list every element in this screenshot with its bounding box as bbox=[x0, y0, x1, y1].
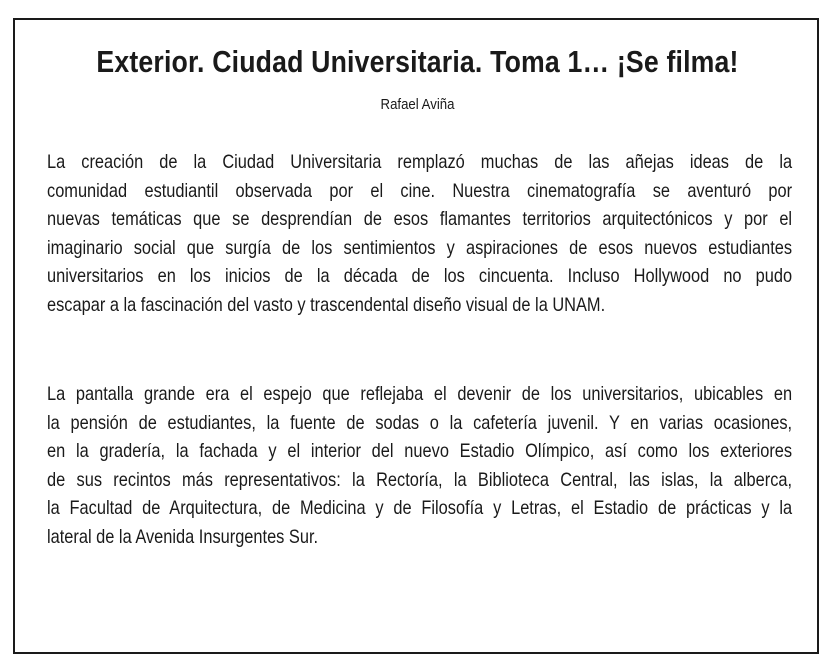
paragraph-line: La pantalla grande era el espejo que reflejaba el devenir de los universitarios, ubicables en bbox=[47, 383, 793, 405]
paragraph-line: la pensión de estudiantes, la fuente de sodas o la cafetería juvenil. Y en varias ocasiones, bbox=[47, 411, 793, 434]
paragraph-2 bbox=[47, 380, 792, 551]
paragraph-line: de sus recintos más representativos: la Rectoría, la Biblioteca Central, las islas, la alberca, bbox=[47, 468, 793, 491]
article-author: Rafael Aviña bbox=[380, 96, 455, 113]
paragraph-line: nuevas temáticas que se desprendían de esos flamantes territorios arquitectónicos y por el bbox=[47, 208, 793, 230]
paragraph-line: en la gradería, la fachada y el interior del nuevo Estadio Olímpico, así como los exteriores bbox=[47, 440, 793, 462]
paragraph-line: universitarios en los inicios de la década de los cincuenta. Incluso Hollywood no pudo bbox=[47, 265, 793, 287]
paragraph-line: comunidad estudiantil observada por el cine. Nuestra cinematografía se aventuró por bbox=[47, 179, 793, 202]
paragraph-line: lateral de la Avenida Insurgentes Sur. bbox=[47, 525, 319, 548]
paragraph-line: La creación de la Ciudad Universitaria remplazó muchas de las añejas ideas de la bbox=[47, 151, 793, 173]
paragraph-line: la Facultad de Arquitectura, de Medicina y de Filosofía y Letras, el Estadio de prácticas y la bbox=[47, 497, 793, 519]
paragraph-line: imaginario social que surgía de los sentimientos y aspiraciones de esos nuevos estudiantes bbox=[47, 236, 793, 259]
paragraph-1 bbox=[47, 148, 792, 319]
paragraph-line: escapar a la fascinación del vasto y trascendental diseño visual de la UNAM. bbox=[47, 293, 606, 316]
article-title: Exterior. Ciudad Universitaria. Toma 1… ¡Se filma! bbox=[96, 44, 739, 79]
